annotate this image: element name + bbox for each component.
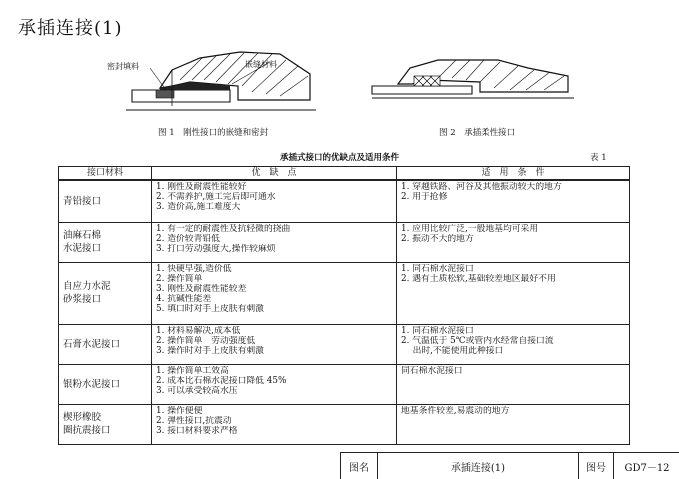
pros-cons-cell-line: 2. 操作简单 劳动强度低 <box>156 335 256 346</box>
material-cell <box>59 404 152 444</box>
header-material: 接口材料 <box>59 167 152 181</box>
conditions-cell-line: 2. 遇有土质松软,基础较差地区最好不用 <box>401 273 556 284</box>
table-row <box>59 404 630 444</box>
pros-cons-cell-line: 1. 操作便便 <box>156 405 203 416</box>
pros-cons-cell-line: 3. 打口劳动强度大,操作较麻烦 <box>156 243 276 254</box>
joint-comparison-table <box>58 166 630 445</box>
pros-cons-cell <box>152 262 397 324</box>
material-cell <box>59 180 152 222</box>
material-text: 石膏水泥接口 <box>63 338 121 350</box>
pros-cons-cell-line: 4. 抗碱性能差 <box>156 294 212 305</box>
conditions-cell-line: 2. 用于抢修 <box>401 192 448 203</box>
conditions-cell-line: 1. 同石棉水泥接口 <box>401 263 474 274</box>
figure-2-flexible-joint-drawing <box>368 48 578 108</box>
pros-cons-cell-line: 3. 可以承受较高水压 <box>156 385 238 396</box>
table-row <box>59 180 630 222</box>
material-text: 自应力水泥 <box>63 281 111 292</box>
pros-cons-cell <box>152 222 397 262</box>
drawing-name-label: 图名 <box>341 453 378 479</box>
pros-cons-cell-line: 3. 刚性及耐震性能较差 <box>156 283 247 294</box>
pros-cons-cell-line: 3. 接口材料要求严格 <box>156 425 238 436</box>
figure-2-caption: 图 2 承插柔性接口 <box>439 128 516 138</box>
sealing-material-label: 密封填料 <box>107 62 139 71</box>
pros-cons-cell-line: 5. 填口时对手上皮肤有刺激 <box>156 304 264 315</box>
material-cell <box>59 324 152 364</box>
pros-cons-cell-line: 1. 有一定的耐震性及抗轻微的挠曲 <box>156 223 291 234</box>
pros-cons-cell <box>152 324 397 364</box>
conditions-cell <box>397 222 630 262</box>
material-cell <box>59 364 152 404</box>
conditions-cell-line: 2. 振动不大的地方 <box>401 233 474 244</box>
table-row <box>59 262 630 324</box>
caulking-material-label: 嵌缝材料 <box>245 60 277 69</box>
conditions-cell <box>397 364 630 404</box>
material-cell <box>59 222 152 262</box>
pros-cons-cell-line: 2. 不需养护,施工完后即可通水 <box>156 192 276 203</box>
pros-cons-cell <box>152 364 397 404</box>
table-row <box>59 324 630 364</box>
conditions-cell <box>397 324 630 364</box>
drawing-number-label: 图号 <box>579 453 614 479</box>
material-text: 青铅接口 <box>63 195 102 207</box>
material-text: 水泥接口 <box>63 243 102 254</box>
pros-cons-cell-line: 1. 材料易解决,成本低 <box>156 325 241 336</box>
conditions-cell-line: 2. 气温低于 5℃或管内水经常自接口流 <box>401 335 554 346</box>
drawing-name-value: 承插连接(1) <box>378 453 579 479</box>
material-text: 油麻石棉 <box>63 230 102 241</box>
table-header-row <box>59 167 630 181</box>
conditions-cell <box>397 404 630 444</box>
conditions-cell-line: 1. 应用比较广泛,一般地基均可采用 <box>401 223 539 234</box>
header-conditions: 适 用 条 件 <box>397 167 630 181</box>
conditions-cell-line: 同石棉水泥接口 <box>401 365 463 376</box>
pros-cons-cell-line: 1. 快硬早强,造价低 <box>156 263 232 274</box>
material-cell <box>59 262 152 324</box>
figure-1-caption: 图 1 刚性接口的嵌缝和密封 <box>158 128 269 138</box>
pros-cons-cell <box>152 404 397 444</box>
conditions-cell-line: 地基条件较差,易震动的地方 <box>401 405 510 416</box>
material-text: 楔形橡胶 <box>63 412 102 423</box>
material-text: 圈抗震接口 <box>63 425 111 436</box>
material-text: 银粉水泥接口 <box>63 378 121 390</box>
table-title: 承插式接口的优缺点及适用条件 <box>279 153 399 163</box>
table-row <box>59 222 630 262</box>
title-block <box>340 452 679 479</box>
conditions-cell <box>397 180 630 222</box>
conditions-cell-line: 1. 同石棉水泥接口 <box>401 325 474 336</box>
conditions-cell-line: 出时,不能使用此种接口 <box>401 345 504 356</box>
table-number: 表 1 <box>590 153 607 163</box>
conditions-cell-line: 1. 穿越铁路、河谷及其他振动较大的地方 <box>401 182 562 192</box>
table-row <box>59 364 630 404</box>
page-title: 承插连接(1) <box>18 18 123 39</box>
pros-cons-cell-line: 1. 操作简单工效高 <box>156 365 229 376</box>
pros-cons-cell-line: 2. 弹性接口,抗震动 <box>156 415 232 426</box>
conditions-cell <box>397 262 630 324</box>
header-pros-cons: 优 缺 点 <box>152 167 397 181</box>
pros-cons-cell-line: 2. 造价较青铅低 <box>156 233 220 244</box>
pros-cons-cell-line: 2. 操作简单 <box>156 273 203 284</box>
drawing-number-value: GD7－12 <box>624 462 670 474</box>
pros-cons-cell <box>152 180 397 222</box>
pros-cons-cell-line: 3. 操作时对手上皮肤有刺激 <box>156 345 264 356</box>
pros-cons-cell-line: 3. 造价高,施工难度大 <box>156 202 241 213</box>
pros-cons-cell-line: 2. 成本比石棉水泥接口降低 45% <box>156 375 287 386</box>
figure-1-rigid-joint-drawing <box>120 40 320 122</box>
pros-cons-cell-line: 1. 刚性及耐震性能较好 <box>156 182 247 192</box>
material-text: 砂浆接口 <box>63 294 102 305</box>
